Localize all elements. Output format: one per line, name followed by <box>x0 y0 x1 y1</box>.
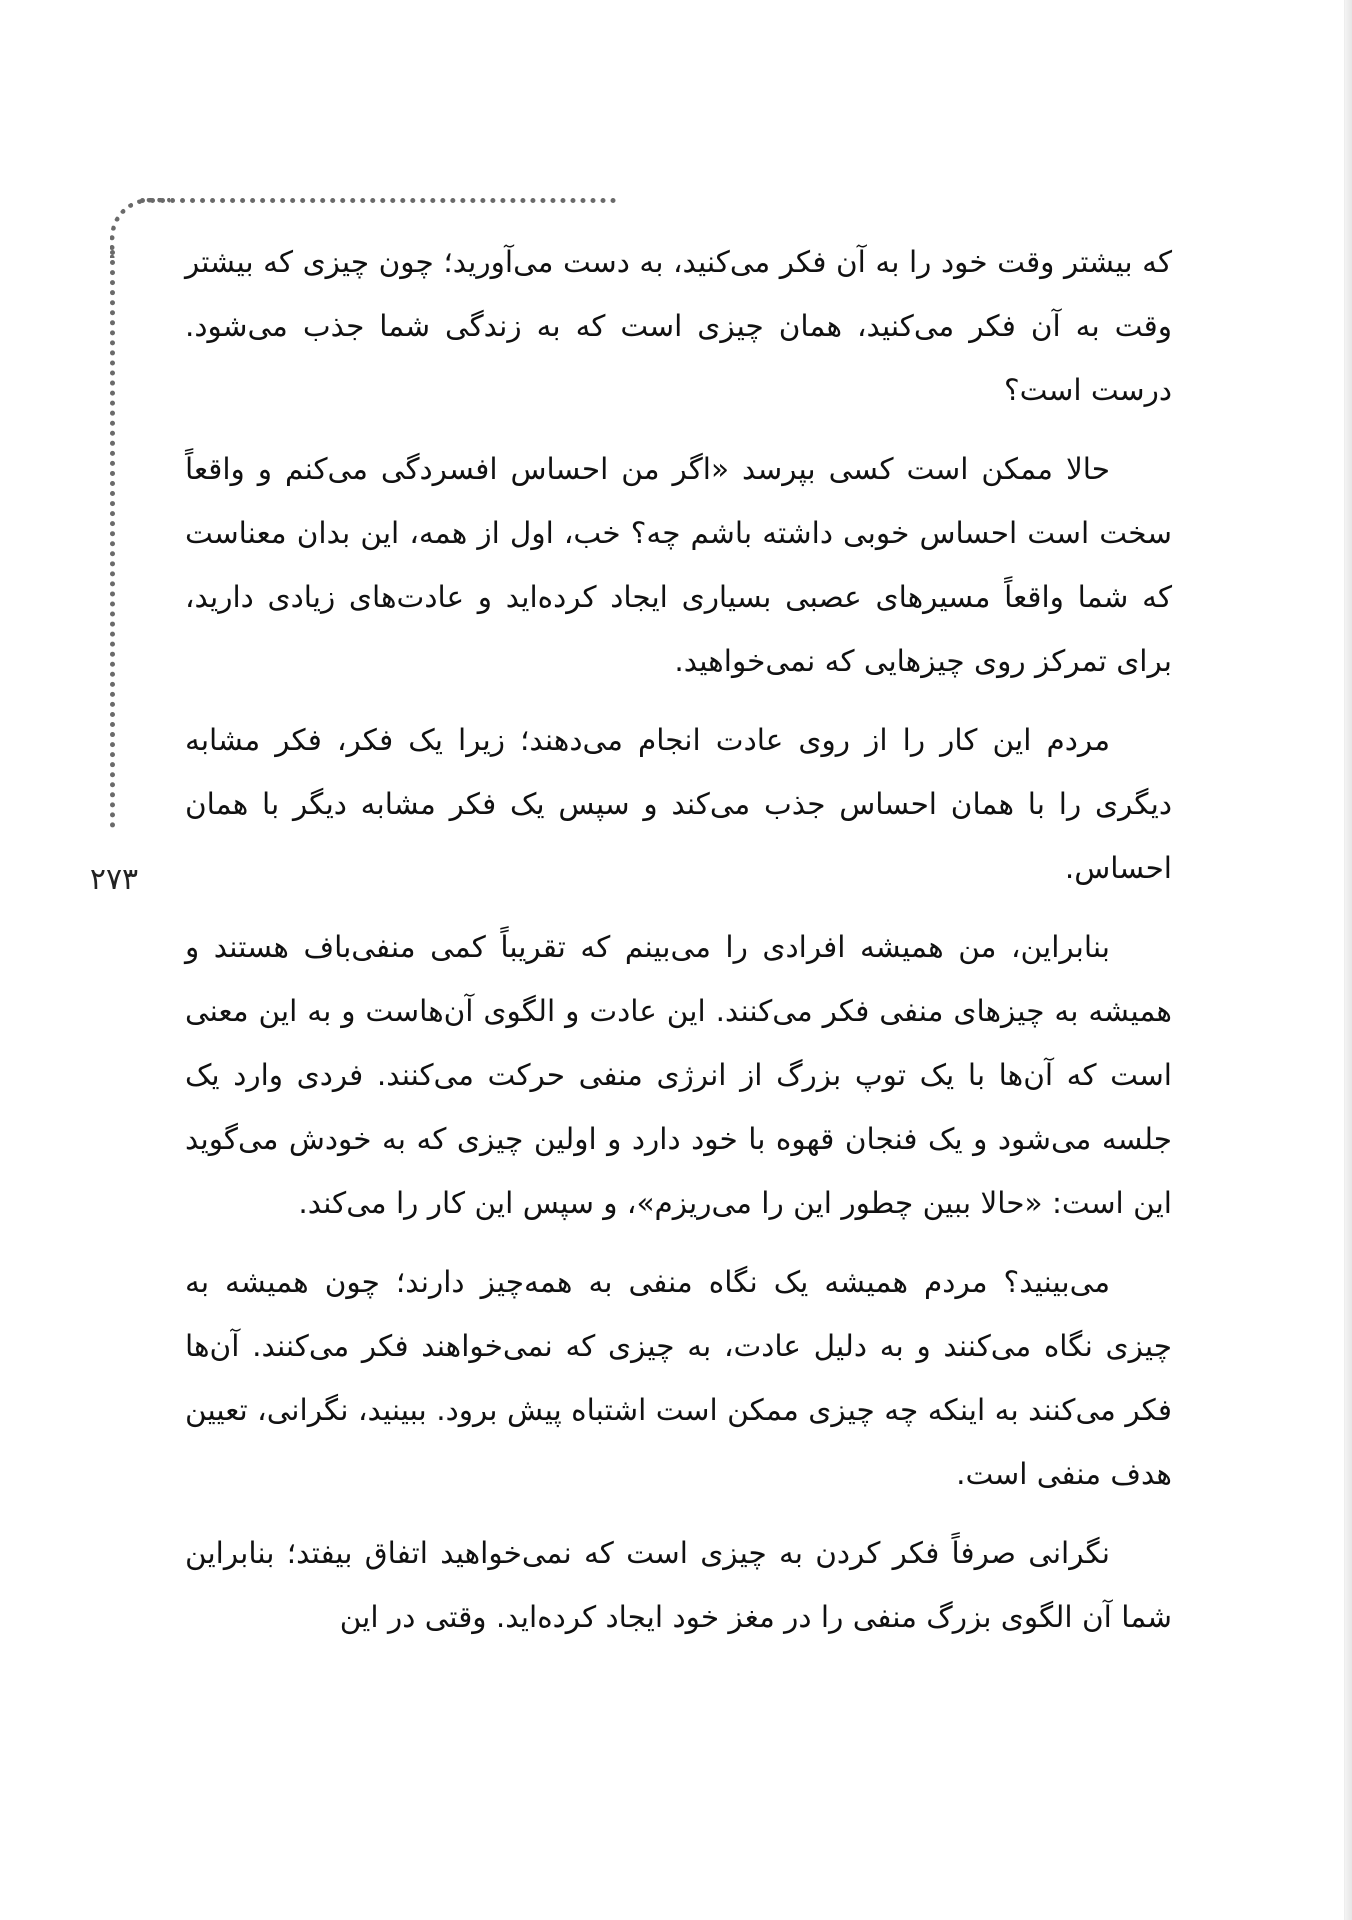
body-text <box>185 230 1172 1664</box>
paragraph: بنابراین، من همیشه افرادی را می‌بینم که تقریباً کمی منفی‌باف هستند و همیشه به چیزهای منفی فکر می‌کنند. این عادت و الگوی آن‌هاست و به این معنی است که آن‌ها با یک توپ بزرگ از انرژی منفی حرکت می‌کنند. فردی وارد یک جلسه می‌شود و یک فنجان قهوه با خود دارد و اولین چیزی که به خودش می‌گوید این است: «حالا ببین چطور این را می‌ریزم»، و سپس این کار را می‌کند. <box>185 930 1172 1220</box>
dotted-frame-left-border <box>110 250 115 828</box>
paragraph: که بیشتر وقت خود را به آن فکر می‌کنید، به دست می‌آورید؛ چون چیزی که بیشتر وقت به آن فکر می‌کنید، همان چیزی است که به زندگی شما جذب می‌شود. درست است؟ <box>185 245 1172 407</box>
page-edge <box>1344 0 1352 1920</box>
page-number: ۲۷۳ <box>89 862 139 897</box>
paragraph: نگرانی صرفاً فکر کردن به چیزی است که نمی‌خواهید اتفاق بیفتد؛ بنابراین شما آن الگوی بزرگ منفی را در مغز خود ایجاد کرده‌اید. وقتی در این <box>185 1536 1172 1634</box>
dotted-frame-top-border <box>140 198 616 203</box>
paragraph: حالا ممکن است کسی بپرسد «اگر من احساس افسردگی می‌کنم و واقعاً سخت است احساس خوبی داشته باشم چه؟ خب، اول از همه، این بدان معناست که شما واقعاً مسیرهای عصبی بسیاری ایجاد کرده‌اید و عادت‌های زیادی دارید، برای تمرکز روی چیزهایی که نمی‌خواهید. <box>185 452 1172 678</box>
dotted-frame-corner <box>110 198 170 258</box>
paragraph: می‌بینید؟ مردم همیشه یک نگاه منفی به همه‌چیز دارند؛ چون همیشه به چیزی نگاه می‌کنند و به دلیل عادت، به چیزی که نمی‌خواهند فکر می‌کنند. آن‌ها فکر می‌کنند به اینکه چه چیزی ممکن است اشتباه پیش برود. ببینید، نگرانی، تعیین هدف منفی است. <box>185 1265 1172 1491</box>
paragraph: مردم این کار را از روی عادت انجام می‌دهند؛ زیرا یک فکر، فکر مشابه دیگری را با همان احساس جذب می‌کند و سپس یک فکر مشابه دیگر با همان احساس. <box>185 723 1172 885</box>
